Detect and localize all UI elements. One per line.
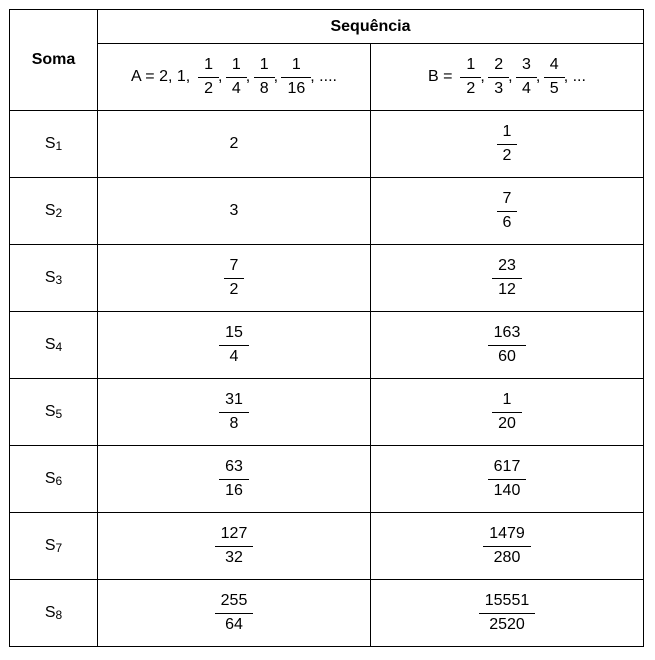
sum-label: S5 xyxy=(10,379,98,446)
sequence-a-term-fraction: $\frac{1}{8}$ xyxy=(257,56,272,98)
sequence-b-term-fraction: $\frac{1}{2}$ xyxy=(463,56,478,98)
sequence-b-term-fraction: $\frac{4}{5}$ xyxy=(547,56,562,98)
sum-a-value: $\frac{127}{32}$ xyxy=(98,513,371,580)
sequence-a-definition xyxy=(98,44,371,111)
sum-b-value: $\frac{1}{2}$ xyxy=(371,111,644,178)
sum-a-value: 2 xyxy=(98,111,371,178)
sequence-b-suffix: , ... xyxy=(563,68,586,86)
sum-b-value: $\frac{617}{140}$ xyxy=(371,446,644,513)
sum-a-value: $\frac{15}{4}$ xyxy=(98,312,371,379)
sequence-b-term-fraction: $\frac{3}{4}$ xyxy=(519,56,534,98)
sum-label: S8 xyxy=(10,580,98,647)
sum-label: S4 xyxy=(10,312,98,379)
sum-rows xyxy=(10,111,644,647)
sum-b-value: $\frac{1479}{280}$ xyxy=(371,513,644,580)
sequence-a-term-fraction: $\frac{1}{2}$ xyxy=(201,56,216,98)
table-row xyxy=(10,111,644,178)
sum-a-value: $\frac{7}{2}$ xyxy=(98,245,371,312)
sum-b-value: $\frac{23}{12}$ xyxy=(371,245,644,312)
sequence-a-term-fraction: $\frac{1}{4}$ xyxy=(229,56,244,98)
sequence-a-prefix: A = 2, 1, xyxy=(131,68,191,86)
sum-label: S6 xyxy=(10,446,98,513)
sum-a-value: 3 xyxy=(98,178,371,245)
sequence-sum-table xyxy=(9,9,644,647)
table-row xyxy=(10,513,644,580)
sum-b-value: $\frac{1}{20}$ xyxy=(371,379,644,446)
sum-label: S7 xyxy=(10,513,98,580)
sum-a-value: $\frac{63}{16}$ xyxy=(98,446,371,513)
sequencia-header: Sequência xyxy=(98,10,644,44)
sequence-b-term-fraction: $\frac{2}{3}$ xyxy=(491,56,506,98)
sequence-a-suffix: , .... xyxy=(310,68,337,86)
table-row xyxy=(10,178,644,245)
sum-a-value: $\frac{31}{8}$ xyxy=(98,379,371,446)
sum-label: S3 xyxy=(10,245,98,312)
sequence-b-expression: B = $\frac{1}{2}$ , $\frac{2}{3}$ , $\frac{3}{4}$ , $\frac{4}{5}$ , ... xyxy=(428,56,586,97)
table-row xyxy=(10,446,644,513)
table-row xyxy=(10,245,644,312)
table-row xyxy=(10,312,644,379)
soma-header: Soma xyxy=(10,10,98,111)
sum-label: S1 xyxy=(10,111,98,178)
sum-b-value: $\frac{15551}{2520}$ xyxy=(371,580,644,647)
table-row xyxy=(10,580,644,647)
sequence-b-prefix: B = xyxy=(428,68,453,86)
sum-label: S2 xyxy=(10,178,98,245)
sequence-a-term-fraction: $\frac{1}{16}$ xyxy=(284,56,308,98)
sum-a-value: $\frac{255}{64}$ xyxy=(98,580,371,647)
sum-b-value: $\frac{163}{60}$ xyxy=(371,312,644,379)
sum-b-value: $\frac{7}{6}$ xyxy=(371,178,644,245)
sequence-a-expression: A = 2, 1, $\frac{1}{2}$ , $\frac{1}{4}$ , $\frac{1}{8}$ , $\frac{1}{16}$ , .... xyxy=(131,56,337,97)
table-row xyxy=(10,379,644,446)
sequence-b-definition xyxy=(371,44,644,111)
